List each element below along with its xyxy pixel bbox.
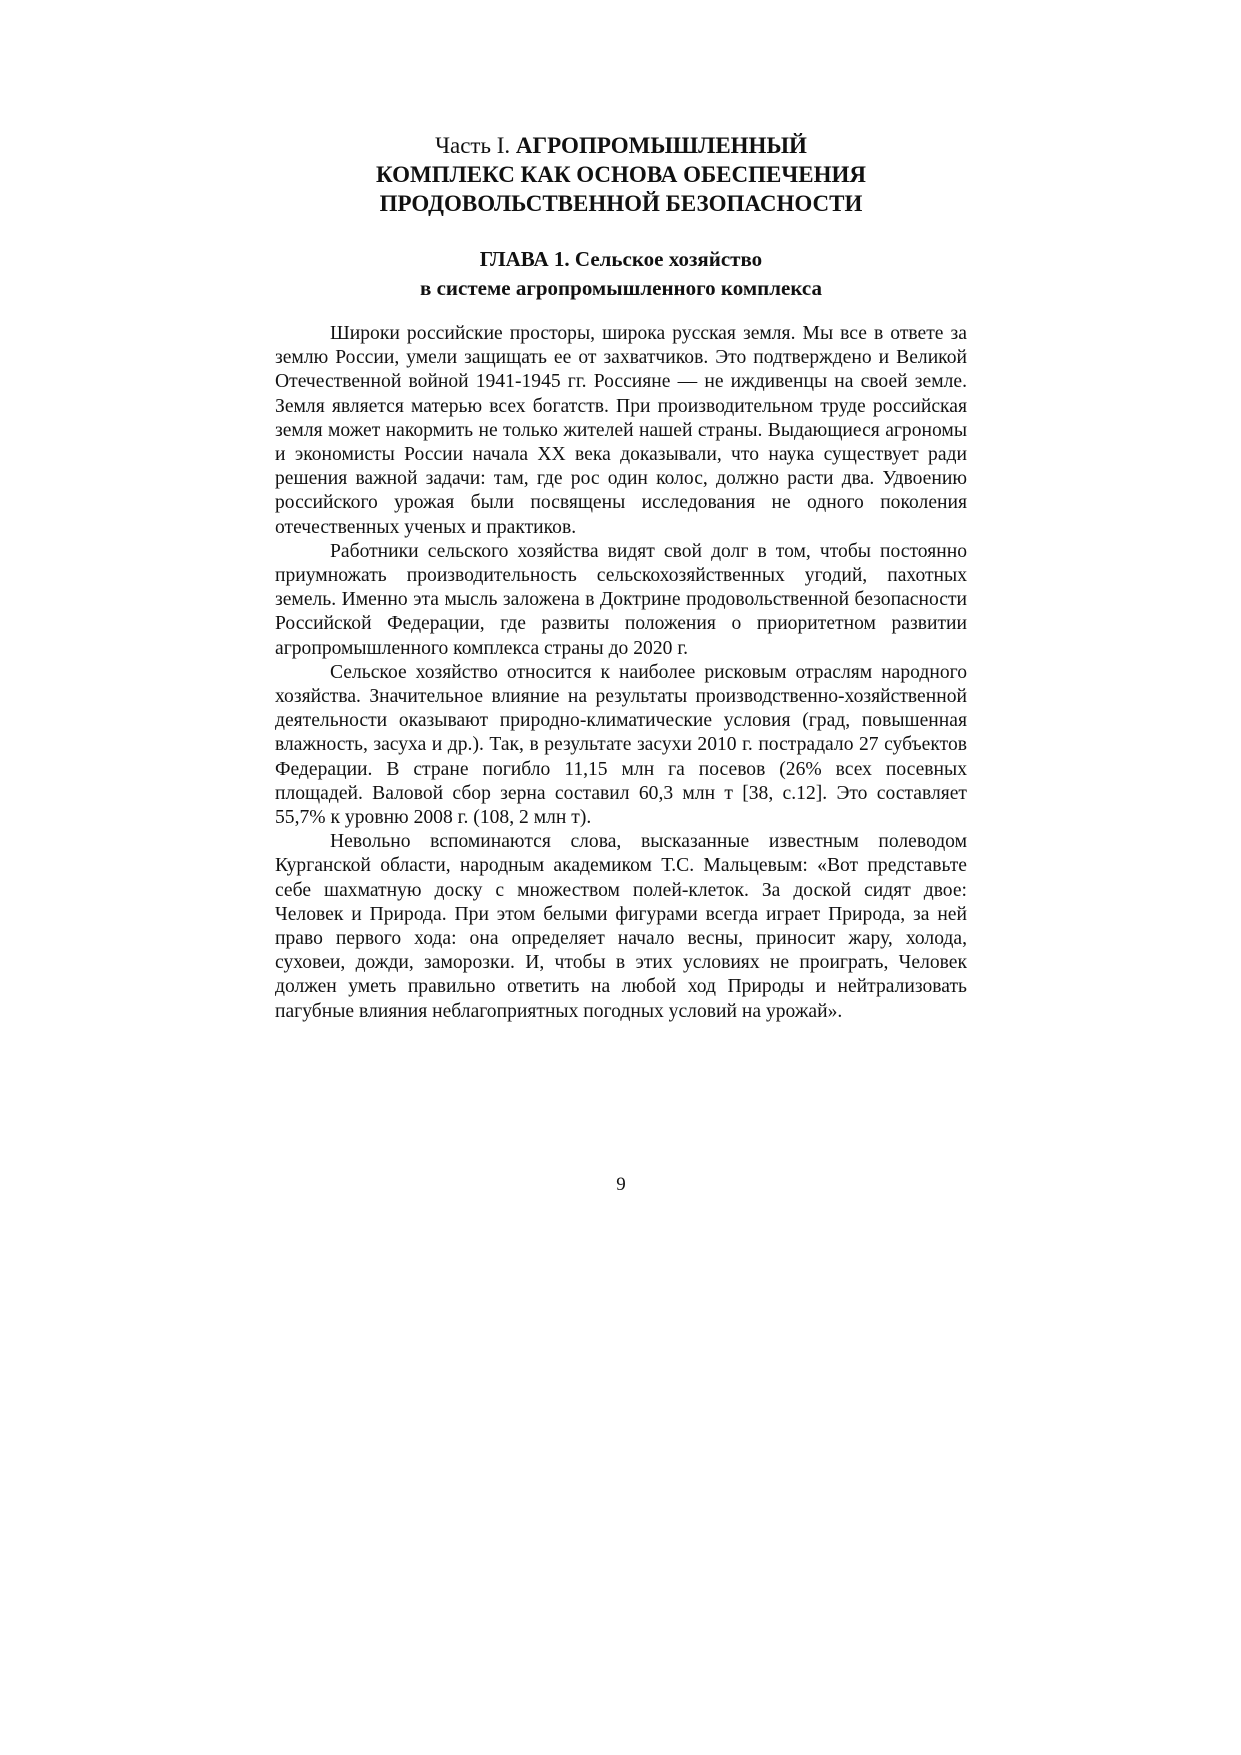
page-number: 9 bbox=[616, 1174, 626, 1195]
chapter-title-line-2: в системе агропромышленного комплекса bbox=[419, 276, 822, 300]
paragraph-4: Невольно вспоминаются слова, высказанные известным полеводом Курганской области, народным академиком Т.С. Мальцевым: «Вот представьте себе шахматную доску с множеством полей-клеток. За доской сидят двое: Человек и Природа. При этом белыми фигурами всегда играет Природа, за ней право первого хода: она определяет начало весны, приносит жару, холода, суховеи, дожди, заморозки. И, чтобы в этих условиях не проиграть, Человек должен уметь правильно ответить на любой ход Природы и нейтрализовать пагубные влияния неблагоприятных погодных условий на урожай». bbox=[275, 831, 967, 1022]
part-label: Часть I. bbox=[435, 133, 511, 158]
paragraph-3: Сельское хозяйство относится к наиболее рисковым отраслям народного хозяйства. Значительное влияние на результаты производственно-хозяйственной деятельности оказывают природно-климатические условия (град, повышенная влажность, засуха и др.). Так, в результате засухи 2010 г. пострадало 27 субъектов Федерации. В стране погибло 11,15 млн га посевов (26% всех посевных площадей. Валовой сбор зерна составил 60,3 млн т [38, с.12]. Это составляет 55,7% к уровню 2008 г. (108, 2 млн т). bbox=[275, 661, 967, 829]
part-title-line-3: ПРОДОВОЛЬСТВЕННОЙ БЕЗОПАСНОСТИ bbox=[379, 191, 863, 216]
part-title-line-2: КОМПЛЕКС КАК ОСНОВА ОБЕСПЕЧЕНИЯ bbox=[376, 162, 866, 187]
paragraph-1: Широки российские просторы, широка русская земля. Мы все в ответе за землю России, умели защищать ее от захватчиков. Это подтверждено и Великой Отечественной войной 1941-1945 гг. Россияне — не иждивенцы на своей земле. Земля является матерью всех богатств. При производительном труде российская земля может накормить не только жителей нашей страны. Выдающиеся агрономы и экономисты России начала XX века доказывали, что наука существует ради решения важной задачи: там, где рос один колос, должно расти два. Удвоению российского урожая были посвящены исследования не одного поколения отечественных ученых и практиков. bbox=[275, 323, 967, 538]
chapter-title-line-1: ГЛАВА 1. Сельское хозяйство bbox=[479, 247, 763, 271]
part-title bbox=[276, 131, 966, 218]
chapter-title bbox=[276, 245, 966, 303]
chapter-body bbox=[275, 322, 967, 1024]
part-title-line-1 bbox=[276, 131, 966, 160]
paragraph-2: Работники сельского хозяйства видят свой долг в том, чтобы постоянно приумножать производительность сельскохозяйственных угодий, пахотных земель. Именно эта мысль заложена в Доктрине продовольственной безопасности Российской Федерации, где развиты положения о приоритетном развитии агропромышленного комплекса страны до 2020 г. bbox=[275, 540, 967, 659]
part-title-text-1: АГРОПРОМЫШЛЕННЫЙ bbox=[515, 133, 807, 158]
